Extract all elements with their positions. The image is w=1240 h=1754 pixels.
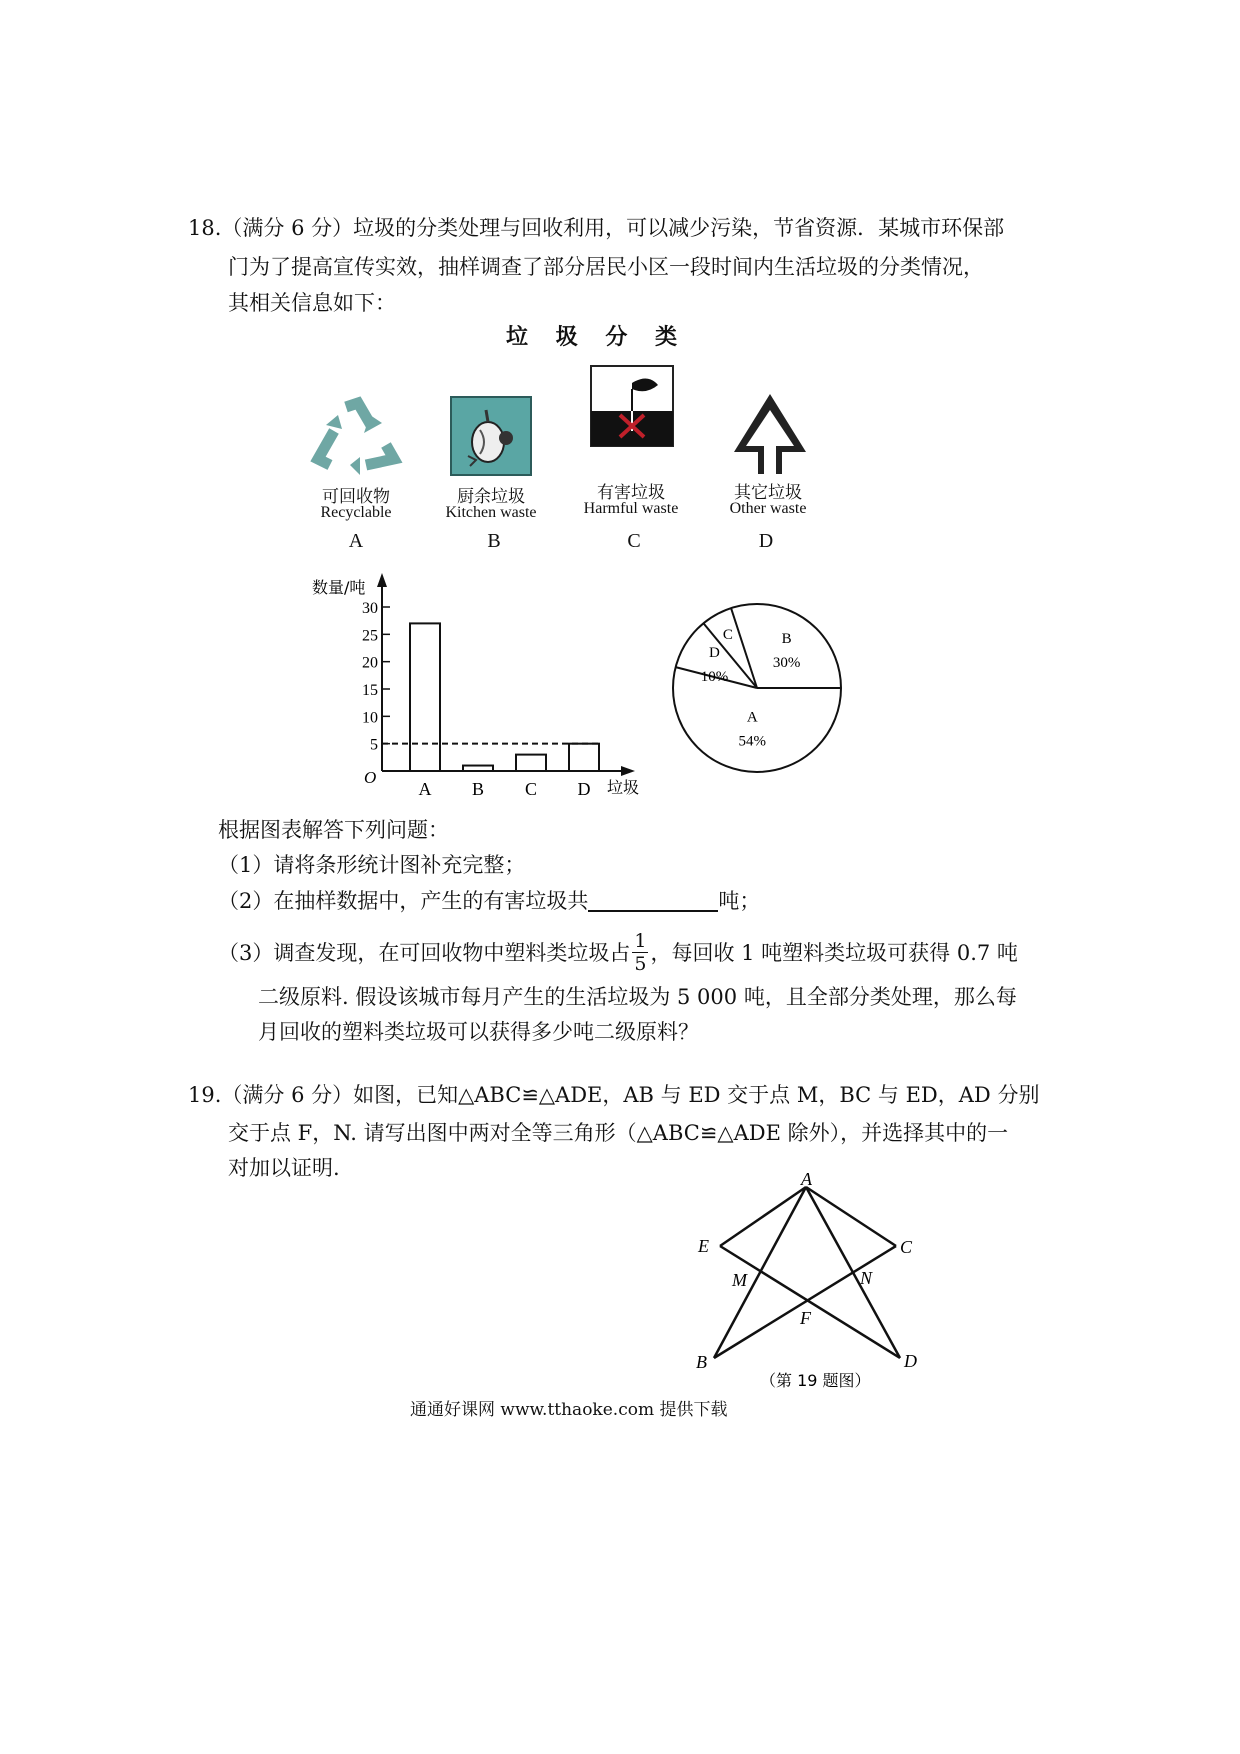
- footer-source: 通通好课网 www.tthaoke.com 提供下载: [410, 1400, 728, 1420]
- y-tick-label: 30: [362, 600, 378, 617]
- q19-line-3: 对加以证明.: [228, 1156, 340, 1180]
- figure-caption: （第 19 题图）: [760, 1371, 871, 1390]
- bar-ylabel: 数量/吨: [312, 578, 366, 597]
- q18-line-3: 其相关信息如下：: [228, 291, 396, 315]
- pie-chart: [660, 595, 860, 785]
- cat-c-letter: C: [627, 530, 641, 552]
- recycle-icon: [308, 393, 404, 477]
- segment-ab: [714, 1187, 806, 1358]
- bar-c: [516, 755, 546, 771]
- cat-d-en: Other waste: [729, 500, 807, 517]
- q18-line-1: 18.（满分 6 分）垃圾的分类处理与回收利用，可以减少污染，节省资源．某城市环保部: [188, 216, 1005, 240]
- point-c-label: C: [900, 1237, 913, 1257]
- segment-ed: [720, 1246, 900, 1358]
- point-a-label: A: [801, 1170, 812, 1189]
- pie-percent-a: 54%: [738, 733, 767, 750]
- fraction-denominator: 5: [634, 953, 647, 975]
- answer-blank[interactable]: [588, 888, 718, 912]
- y-tick-label: 10: [362, 709, 378, 727]
- point-e-label: E: [698, 1236, 709, 1256]
- cat-d-letter: D: [758, 530, 774, 552]
- y-axis-arrow: [377, 573, 387, 587]
- q18-sub-3-text-2: ，每回收 1 吨塑料类垃圾可获得 0.7 吨: [650, 940, 1018, 965]
- y-tick-label: 20: [362, 654, 378, 672]
- cat-c-cn: 有害垃圾: [597, 483, 665, 503]
- bar-d: [569, 744, 599, 771]
- cat-d-cn: 其它垃圾: [734, 483, 802, 503]
- other-waste-icon: [730, 390, 810, 476]
- x-tick-label: D: [577, 779, 591, 799]
- q19-line-1: 19.（满分 6 分）如图，已知△ABC≌△ADE，AB 与 ED 交于点 M，BC 与 ED，AD 分别: [188, 1083, 1040, 1107]
- pie-label-c: C: [722, 627, 733, 644]
- pie-label-b: B: [781, 631, 792, 648]
- q18-sub-3: [218, 930, 1018, 975]
- fraction-numerator: 1: [634, 930, 647, 952]
- q18-sub-3-text: （3）调查发现，在可回收物中塑料类垃圾占: [218, 940, 631, 965]
- q18-sub-2: [218, 886, 760, 916]
- point-n-label: N: [860, 1268, 873, 1288]
- cat-a-en: Recyclable: [320, 504, 392, 521]
- figure-title: 垃 圾 分 类: [506, 324, 687, 350]
- q18-sub-3-line-3: 月回收的塑料类垃圾可以获得多少吨二级原料？: [258, 1020, 699, 1044]
- fraction: [632, 930, 648, 975]
- q18-sub-3-line-2: 二级原料. 假设该城市每月产生的生活垃圾为 5 000 吨，且全部分类处理，那么每: [258, 985, 1017, 1009]
- cat-a-cn: 可回收物: [322, 487, 390, 507]
- y-tick-label: 5: [370, 736, 378, 754]
- point-m-label: M: [732, 1270, 747, 1290]
- cat-c-en: Harmful waste: [583, 500, 679, 517]
- x-tick-label: B: [471, 779, 485, 799]
- bar-b: [463, 766, 493, 771]
- q18-sub-2-unit: 吨；: [718, 889, 761, 913]
- pie-label-d: D: [709, 644, 720, 661]
- cat-b-cn: 厨余垃圾: [457, 487, 525, 507]
- cat-a-letter: A: [348, 530, 364, 552]
- bar-a: [410, 623, 440, 771]
- cat-b-en: Kitchen waste: [445, 504, 537, 521]
- q18-sub-2-text: （2）在抽样数据中，产生的有害垃圾共: [218, 889, 589, 913]
- q19-line-2: 交于点 F，N. 请写出图中两对全等三角形（△ABC≌△ADE 除外），并选择其中的一: [228, 1121, 1009, 1145]
- bar-chart: [300, 565, 660, 805]
- segment-ac: [806, 1187, 896, 1246]
- cat-b-letter: B: [487, 530, 501, 552]
- y-tick-label: 25: [362, 627, 378, 645]
- point-d-label: D: [904, 1351, 917, 1371]
- bar-xlabel: 垃圾: [607, 778, 640, 797]
- apple-core-icon: [450, 396, 532, 476]
- point-b-label: B: [696, 1352, 707, 1372]
- point-f-label: F: [800, 1308, 811, 1328]
- segment-ae: [720, 1187, 806, 1246]
- pie-label-a: A: [746, 709, 758, 726]
- pie-percent-b: 30%: [772, 655, 801, 672]
- x-tick-label: C: [524, 779, 538, 799]
- geometry-figure: [690, 1170, 930, 1395]
- pie-percent-d: 10%: [700, 668, 729, 685]
- origin-label: O: [364, 768, 377, 787]
- q18-sub-1: （1）请将条形统计图补充完整；: [218, 853, 526, 877]
- q18-prompt: 根据图表解答下列问题：: [218, 818, 449, 842]
- y-tick-label: 15: [362, 682, 378, 699]
- x-tick-label: A: [418, 779, 432, 799]
- q18-line-2: 门为了提高宣传实效，抽样调查了部分居民小区一段时间内生活垃圾的分类情况，: [228, 255, 984, 279]
- x-axis-arrow: [621, 766, 635, 776]
- harmful-leaf-icon: [590, 365, 674, 447]
